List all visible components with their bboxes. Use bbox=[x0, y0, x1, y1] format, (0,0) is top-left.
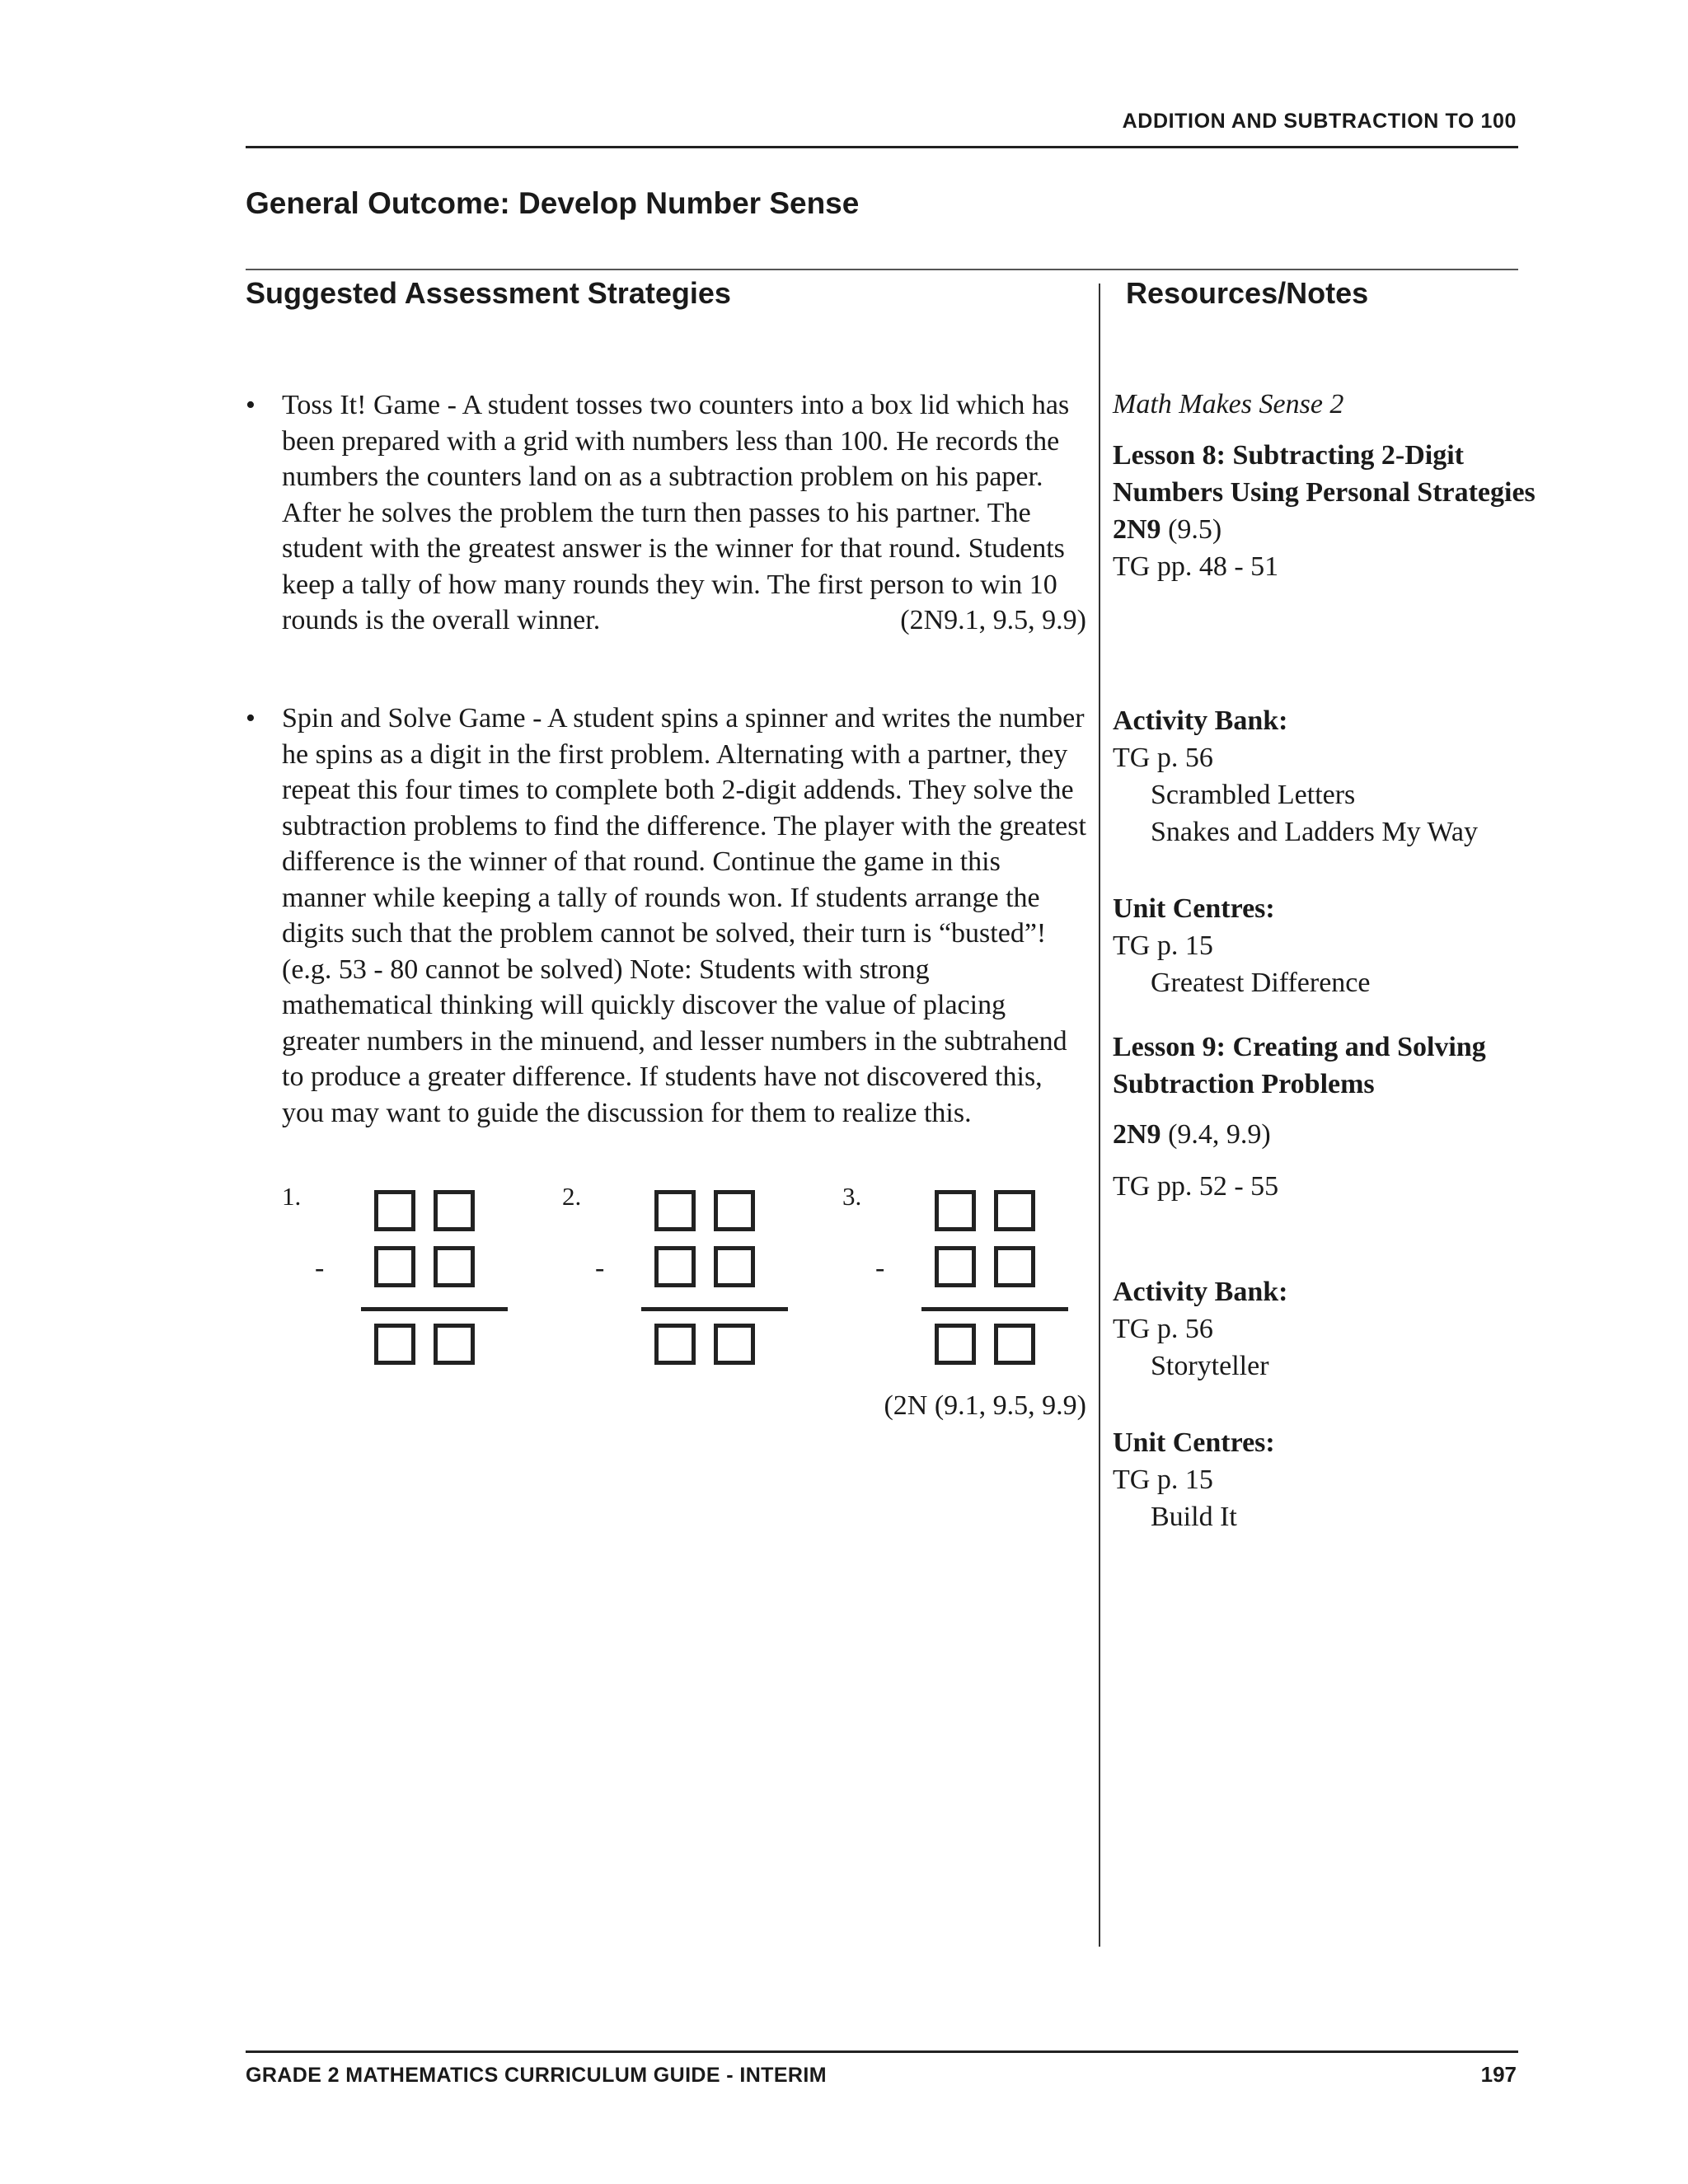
digit-box bbox=[714, 1190, 755, 1231]
unit-centres-title: Unit Centres: bbox=[1113, 1427, 1275, 1458]
digit-box bbox=[374, 1246, 415, 1287]
digit-box bbox=[434, 1324, 475, 1365]
general-outcome-heading: General Outcome: Develop Number Sense bbox=[246, 186, 860, 220]
bullet: • bbox=[246, 703, 256, 733]
resource-book-title bbox=[1113, 386, 1541, 423]
resources-notes-heading: Resources/Notes bbox=[1126, 276, 1369, 310]
tg-page: TG p. 56 bbox=[1113, 1314, 1213, 1344]
tg-pages: TG pp. 52 - 55 bbox=[1113, 1171, 1279, 1202]
problem-frame-1 bbox=[272, 1179, 519, 1393]
unit-centres-title: Unit Centres: bbox=[1113, 893, 1275, 924]
minus-sign: - bbox=[315, 1253, 325, 1283]
tg-page: TG p. 56 bbox=[1113, 743, 1213, 773]
lesson-title: Lesson 8: Subtracting 2-Digit Numbers Using Personal Strategies bbox=[1113, 440, 1536, 508]
digit-box bbox=[935, 1190, 976, 1231]
activity-bank-title: Activity Bank: bbox=[1113, 705, 1288, 736]
resource-activity-bank-2 bbox=[1113, 1273, 1541, 1385]
digit-box bbox=[935, 1246, 976, 1287]
lesson-title: Lesson 9: Creating and Solving Subtraction Problems bbox=[1113, 1032, 1486, 1099]
subtraction-bar bbox=[361, 1307, 508, 1311]
digit-box bbox=[654, 1190, 696, 1231]
activity-item: Scrambled Letters bbox=[1151, 780, 1356, 810]
digit-box bbox=[994, 1246, 1035, 1287]
digit-box bbox=[654, 1324, 696, 1365]
minus-sign: - bbox=[875, 1253, 885, 1283]
activity-item: Storyteller bbox=[1151, 1351, 1269, 1381]
digit-box bbox=[714, 1246, 755, 1287]
centre-item: Build It bbox=[1151, 1502, 1237, 1532]
resource-activity-bank-1 bbox=[1113, 702, 1541, 851]
tg-pages: TG pp. 48 - 51 bbox=[1113, 551, 1279, 582]
problem-number: 1. bbox=[282, 1182, 302, 1211]
outcome-code: 2N9 bbox=[1113, 1119, 1161, 1150]
assessment-strategies-heading: Suggested Assessment Strategies bbox=[246, 276, 731, 310]
running-head: ADDITION AND SUBTRACTION TO 100 bbox=[1122, 110, 1517, 133]
centre-item: Greatest Difference bbox=[1151, 968, 1371, 998]
problem-frame-2 bbox=[552, 1179, 799, 1393]
footer-title: GRADE 2 MATHEMATICS CURRICULUM GUIDE - INTERIM bbox=[246, 2064, 827, 2087]
outcome-detail: (9.4, 9.9) bbox=[1160, 1119, 1271, 1150]
digit-box bbox=[374, 1324, 415, 1365]
digit-box bbox=[994, 1324, 1035, 1365]
problem-number: 2. bbox=[562, 1182, 582, 1211]
digit-box bbox=[935, 1324, 976, 1365]
digit-box bbox=[434, 1246, 475, 1287]
activity-item: Snakes and Ladders My Way bbox=[1151, 817, 1478, 847]
tg-page: TG p. 15 bbox=[1113, 930, 1213, 961]
digit-box bbox=[994, 1190, 1035, 1231]
strategy-citation: (2N (9.1, 9.5, 9.9) bbox=[884, 1390, 1086, 1421]
subtraction-bar bbox=[641, 1307, 788, 1311]
digit-box bbox=[654, 1246, 696, 1287]
problem-frame-3 bbox=[832, 1179, 1080, 1393]
page-number: 197 bbox=[1480, 2062, 1517, 2087]
resource-unit-centres-1 bbox=[1113, 890, 1541, 1001]
tg-page: TG p. 15 bbox=[1113, 1465, 1213, 1495]
minus-sign: - bbox=[595, 1253, 605, 1283]
subtraction-bar bbox=[921, 1307, 1068, 1311]
activity-bank-title: Activity Bank: bbox=[1113, 1277, 1288, 1307]
resource-lesson-8 bbox=[1113, 437, 1541, 585]
bullet: • bbox=[246, 390, 256, 420]
outcome-detail: (9.5) bbox=[1160, 514, 1222, 545]
strategy-spin-and-solve bbox=[246, 701, 1086, 1131]
strategy-text: Toss It! Game - A student tosses two counters into a box lid which has been prepared with a grid with numbers less than 100. He records the numbers the counters land on as a subtraction problem on his paper. After he solves the problem the turn then passes to his partner. The student with the greatest answer is the winner for that round. Students keep a tally of how many rounds they win. The first person to win 10 rounds is the overall winner. bbox=[282, 390, 1070, 635]
header-rule bbox=[246, 146, 1518, 148]
strategy-citation: (2N9.1, 9.5, 9.9) bbox=[900, 605, 1086, 635]
resource-lesson-9 bbox=[1113, 1029, 1541, 1205]
digit-box bbox=[374, 1190, 415, 1231]
strategy-text: Spin and Solve Game - A student spins a spinner and writes the number he spins as a digit in the first problem. Alternating with a partner, they repeat this four times to complete both 2-digit addends. They solve the subtraction problems to find the difference. The player with the greatest difference is the winner of that round. Continue the game in this manner while keeping a tally of rounds won. If students arrange the digits such that the problem cannot be solved, their turn is “busted”! (e.g. 53 - 80 cannot be solved) Note: Students with strong mathematical thinking will quickly discover the value of placing greater numbers in the minuend, and lesser numbers in the subtrahend to produce a greater difference. If students have not discovered this, you may want to guide the discussion for them to realize this. bbox=[282, 703, 1086, 1128]
digit-box bbox=[434, 1190, 475, 1231]
column-divider bbox=[1099, 284, 1100, 1947]
resource-unit-centres-2 bbox=[1113, 1424, 1541, 1535]
problem-number: 3. bbox=[842, 1182, 862, 1211]
section-rule bbox=[246, 269, 1518, 270]
digit-box bbox=[714, 1324, 755, 1365]
outcome-code: 2N9 bbox=[1113, 514, 1161, 545]
strategy-toss-it bbox=[246, 387, 1086, 639]
subtraction-problem-frames bbox=[272, 1179, 1096, 1393]
book-title: Math Makes Sense 2 bbox=[1113, 389, 1344, 419]
footer-rule bbox=[246, 2050, 1518, 2053]
